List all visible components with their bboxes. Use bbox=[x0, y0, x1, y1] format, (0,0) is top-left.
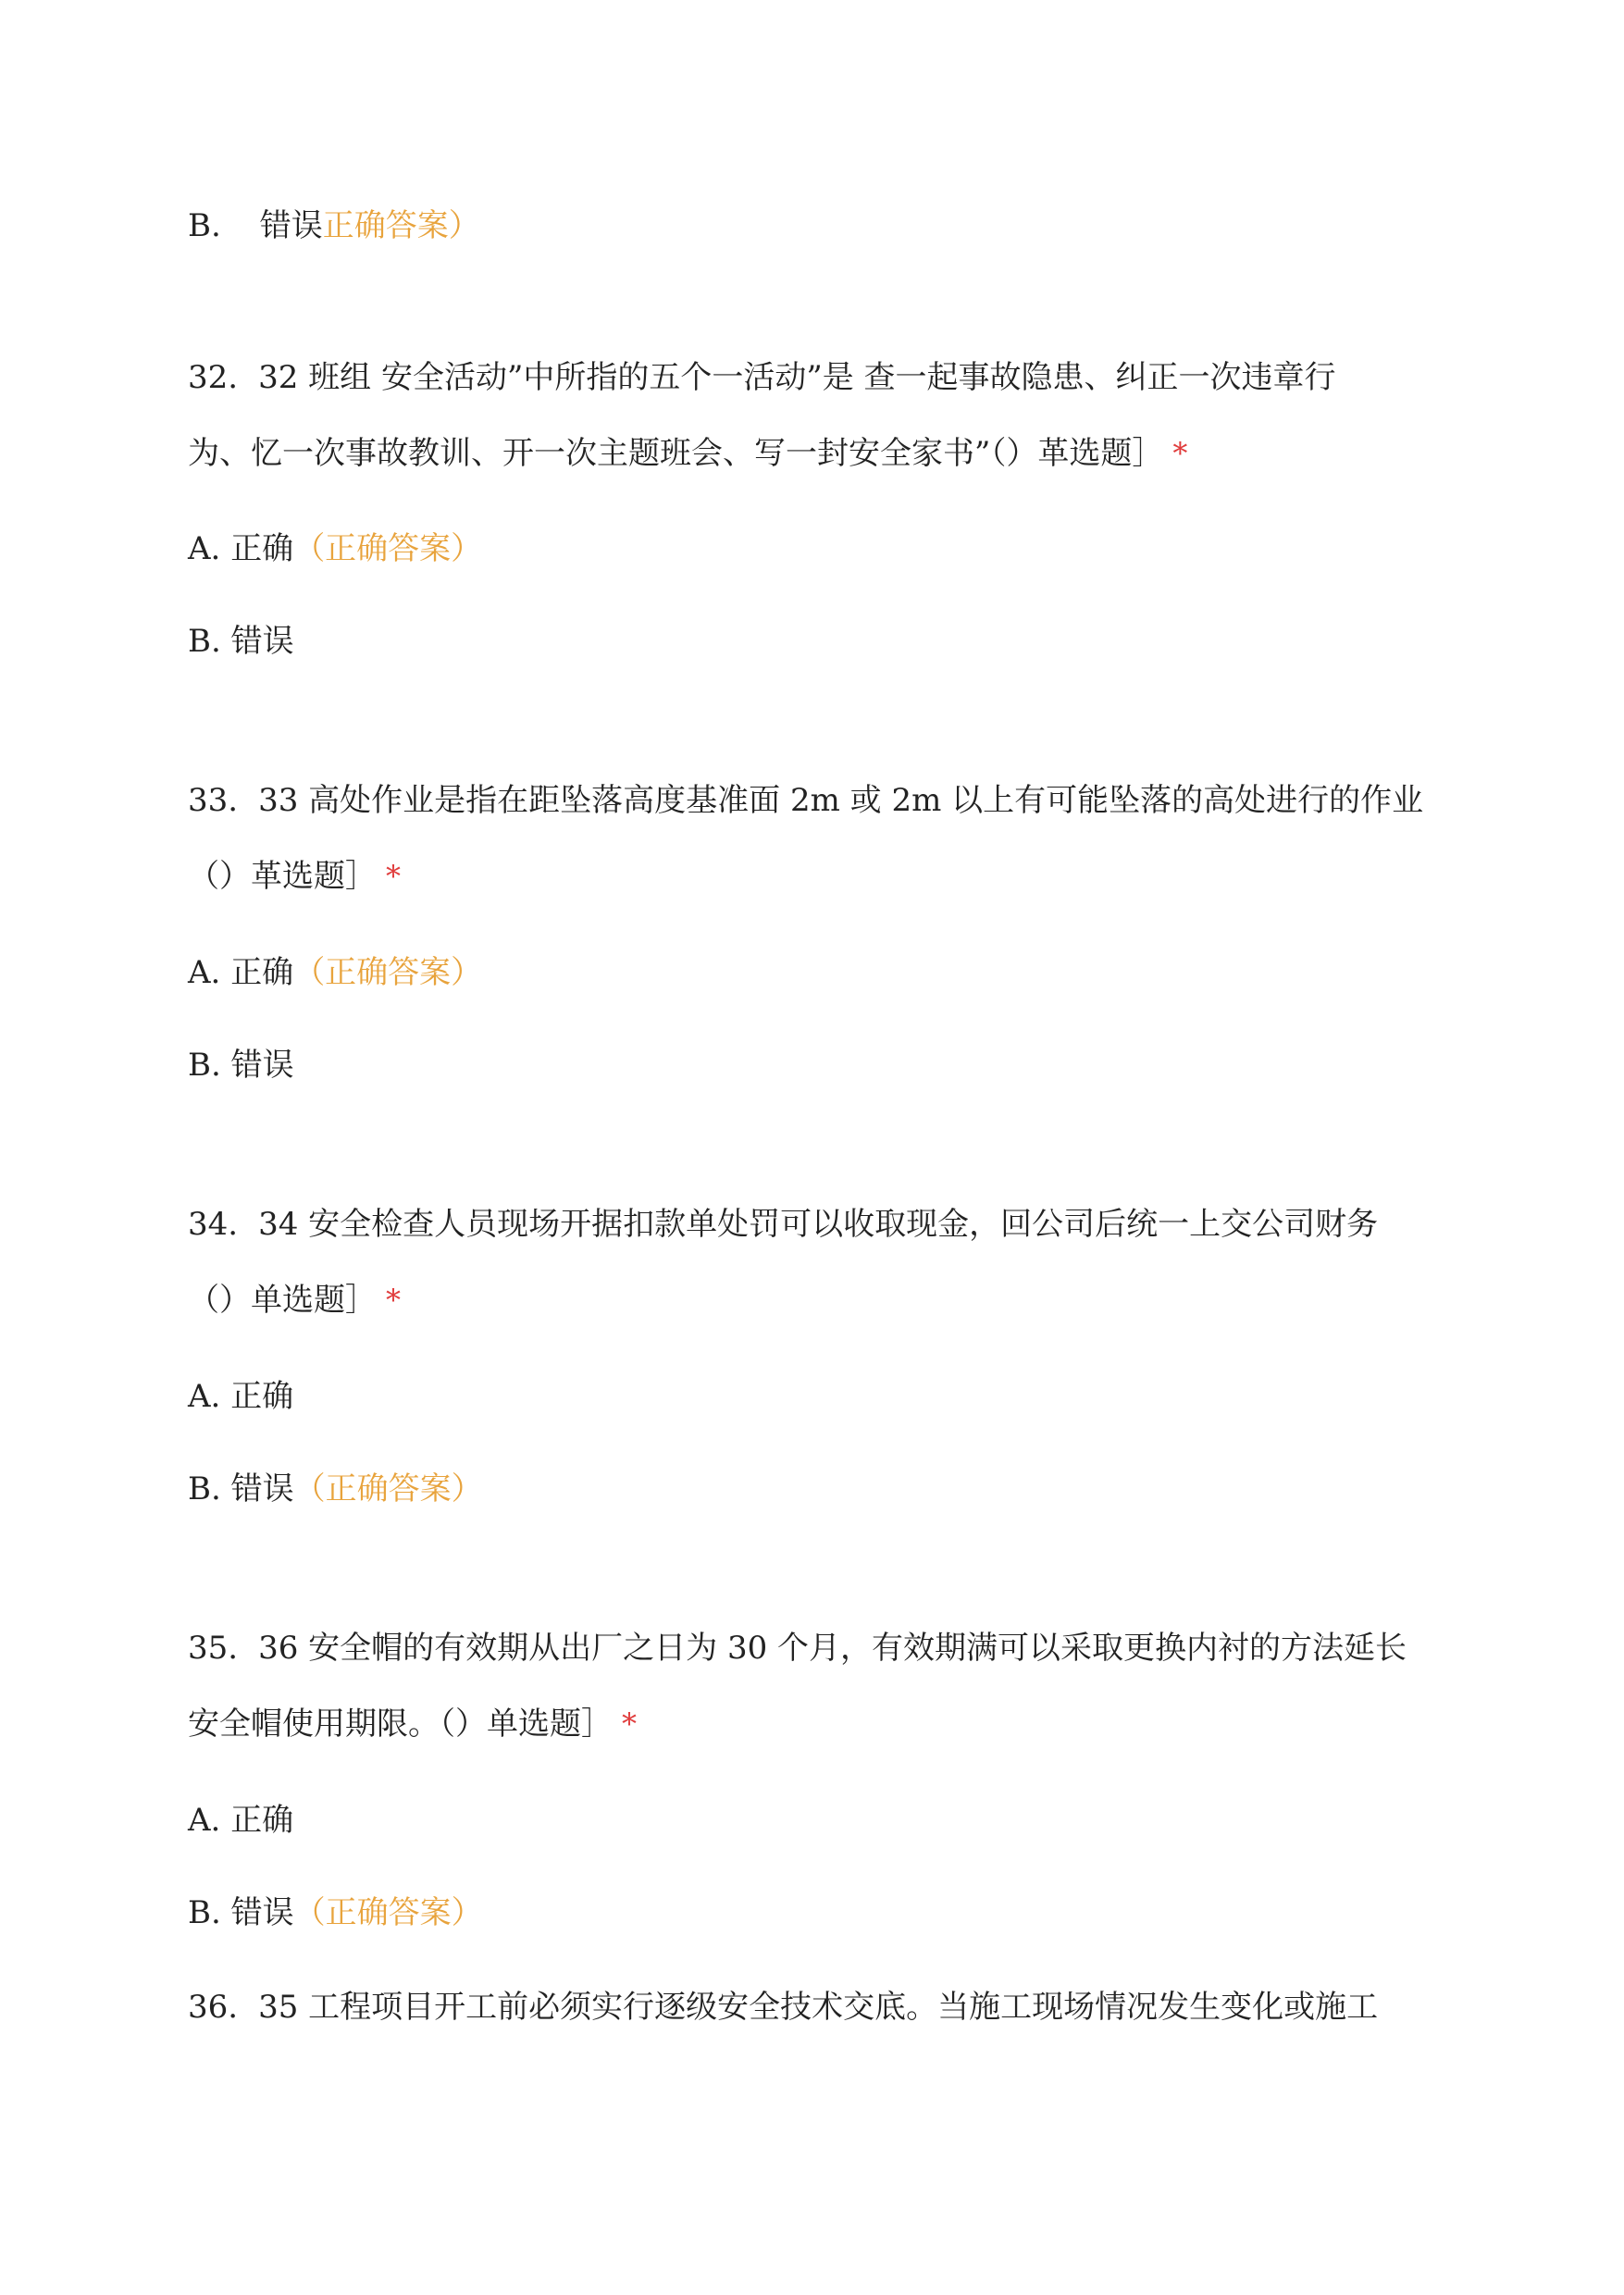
question-35-line-1 bbox=[188, 1628, 1407, 1669]
option-text: 正确 bbox=[230, 530, 294, 567]
required-mark: * bbox=[386, 1283, 401, 1318]
question-number: 35. bbox=[188, 1630, 239, 1667]
correct-answer-tag: （正确答案） bbox=[293, 530, 483, 567]
question-text-line-2: 为、忆一次事故教训、开一次主题班会、写一封安全家书”（）革选题］ bbox=[188, 435, 1164, 472]
option-letter: A. bbox=[188, 1802, 221, 1839]
question-32-option-a bbox=[188, 528, 482, 569]
question-number: 34. bbox=[188, 1206, 239, 1243]
option-text: 错误 bbox=[230, 623, 294, 660]
option-letter: B. bbox=[188, 623, 221, 660]
option-text: 错误 bbox=[259, 207, 323, 244]
question-35-line-2 bbox=[188, 1704, 637, 1744]
question-number: 36. bbox=[188, 1989, 239, 2026]
correct-answer-tag: （正确答案） bbox=[293, 954, 483, 991]
option-letter: A. bbox=[188, 530, 221, 567]
option-text: 错误 bbox=[230, 1047, 294, 1084]
option-letter: A. bbox=[188, 954, 221, 991]
question-35-option-a bbox=[188, 1800, 293, 1841]
question-34-option-a bbox=[188, 1376, 293, 1417]
question-text-line-2: （）革选题］ bbox=[188, 858, 377, 895]
required-mark: * bbox=[386, 859, 401, 894]
question-35-option-b bbox=[188, 1892, 483, 1933]
required-mark: * bbox=[622, 1706, 637, 1742]
question-text-line-1: 36 安全帽的有效期从出厂之日为 30 个月，有效期满可以采取更换内衬的方法延长 bbox=[258, 1630, 1407, 1667]
option-letter: B. bbox=[188, 1894, 221, 1931]
option-text: 错误 bbox=[230, 1470, 294, 1507]
required-mark: * bbox=[1172, 436, 1188, 471]
question-text-line-1: 34 安全检查人员现场开据扣款单处罚可以收取现金，回公司后统一上交公司财务 bbox=[258, 1206, 1379, 1243]
question-text-line-2: （）单选题］ bbox=[188, 1282, 377, 1319]
question-34-line-1 bbox=[188, 1204, 1378, 1245]
question-32-line-2 bbox=[188, 433, 1187, 474]
option-text: 正确 bbox=[230, 1802, 294, 1839]
option-text: 正确 bbox=[230, 954, 294, 991]
option-letter: B. bbox=[188, 207, 221, 244]
correct-answer-tag: 正确答案） bbox=[322, 207, 480, 244]
question-33-line-1 bbox=[188, 780, 1423, 821]
question-33-option-b bbox=[188, 1045, 294, 1085]
option-letter: B. bbox=[188, 1047, 221, 1084]
question-33-line-2 bbox=[188, 856, 401, 897]
question-36-line-1 bbox=[188, 1987, 1378, 2028]
question-text-line-1: 32 班组 安全活动”中所指的五个一活动”是 查一起事故隐患、纠正一次违章行 bbox=[258, 359, 1336, 396]
question-32-option-b bbox=[188, 621, 294, 662]
question-text-line-1: 35 工程项目开工前必须实行逐级安全技术交底。当施工现场情况发生变化或施工 bbox=[258, 1989, 1379, 2026]
option-text: 错误 bbox=[230, 1894, 294, 1931]
option-text: 正确 bbox=[230, 1378, 294, 1415]
question-text-line-2: 安全帽使用期限。（）单选题］ bbox=[188, 1706, 613, 1743]
option-letter: A. bbox=[188, 1378, 221, 1415]
option-letter: B. bbox=[188, 1470, 221, 1507]
correct-answer-tag: （正确答案） bbox=[293, 1470, 483, 1507]
question-34-option-b bbox=[188, 1469, 483, 1509]
question-32-line-1 bbox=[188, 357, 1336, 398]
correct-answer-tag: （正确答案） bbox=[293, 1894, 483, 1931]
question-text-line-1: 33 高处作业是指在距坠落高度基准面 2m 或 2m 以上有可能坠落的高处进行的作业 bbox=[258, 782, 1424, 819]
option-b-top bbox=[188, 205, 480, 246]
question-34-line-2 bbox=[188, 1280, 401, 1321]
question-33-option-a bbox=[188, 952, 482, 993]
question-number: 33. bbox=[188, 782, 239, 819]
question-number: 32. bbox=[188, 359, 239, 396]
